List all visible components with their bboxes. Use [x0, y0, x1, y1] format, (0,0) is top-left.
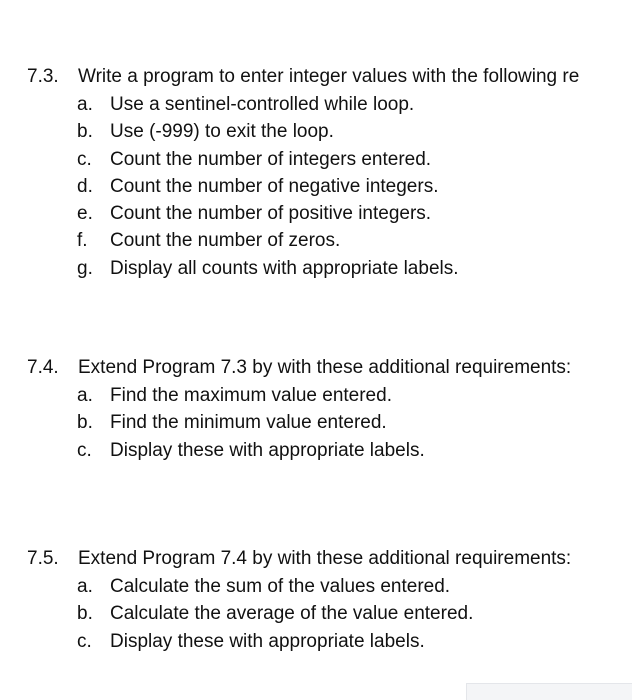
- section-7-5: [0, 545, 632, 655]
- list-item: [0, 628, 632, 655]
- list-item: [0, 146, 632, 173]
- item-text: Find the minimum value entered.: [110, 412, 387, 434]
- section-number: 7.4.: [27, 357, 59, 378]
- item-letter: b.: [77, 121, 93, 143]
- item-text: Find the maximum value entered.: [110, 385, 392, 406]
- item-letter: f.: [77, 230, 88, 252]
- item-letter: a.: [77, 576, 93, 597]
- list-item: [0, 255, 632, 282]
- section-number: 7.5.: [27, 548, 59, 569]
- item-letter: e.: [77, 203, 93, 225]
- list-item: [0, 173, 632, 200]
- item-letter: c.: [77, 439, 92, 461]
- item-text: Use (-999) to exit the loop.: [110, 121, 334, 143]
- section-number: 7.3.: [27, 66, 59, 87]
- list-item: [0, 382, 632, 409]
- item-letter: c.: [77, 148, 92, 170]
- item-text: Calculate the average of the value entered.: [110, 603, 474, 625]
- item-text: Count the number of positive integers.: [110, 203, 432, 225]
- item-text: Count the number of zeros.: [110, 230, 341, 252]
- section-title: Extend Program 7.4 by with these additional requirements:: [78, 548, 572, 569]
- list-item: [0, 437, 632, 464]
- section-title: Extend Program 7.3 by with these additional requirements:: [78, 357, 572, 378]
- list-item: [0, 409, 632, 436]
- section-heading: [0, 354, 632, 382]
- list-item: [0, 600, 632, 627]
- section-7-3: [0, 63, 632, 282]
- section-7-4: [0, 354, 632, 464]
- item-text: Display these with appropriate labels.: [110, 630, 425, 652]
- item-letter: b.: [77, 412, 93, 434]
- section-title: Write a program to enter integer values with the following re: [78, 66, 580, 87]
- item-letter: b.: [77, 603, 93, 625]
- item-text: Count the number of integers entered.: [110, 148, 432, 170]
- section-heading: [0, 63, 632, 91]
- list-item: [0, 118, 632, 145]
- list-item: [0, 227, 632, 254]
- item-text: Display these with appropriate labels.: [110, 439, 425, 461]
- list-item: [0, 91, 632, 118]
- item-text: Use a sentinel-controlled while loop.: [110, 94, 415, 115]
- list-item: [0, 200, 632, 227]
- item-text: Display all counts with appropriate labels.: [110, 257, 459, 279]
- item-text: Count the number of negative integers.: [110, 175, 439, 197]
- item-letter: d.: [77, 175, 93, 197]
- item-text: Calculate the sum of the values entered.: [110, 576, 451, 597]
- item-letter: a.: [77, 385, 93, 406]
- corner-panel: [466, 683, 632, 700]
- item-letter: c.: [77, 630, 92, 652]
- list-item: [0, 573, 632, 600]
- item-letter: g.: [77, 257, 93, 279]
- item-letter: a.: [77, 94, 93, 115]
- section-heading: [0, 545, 632, 573]
